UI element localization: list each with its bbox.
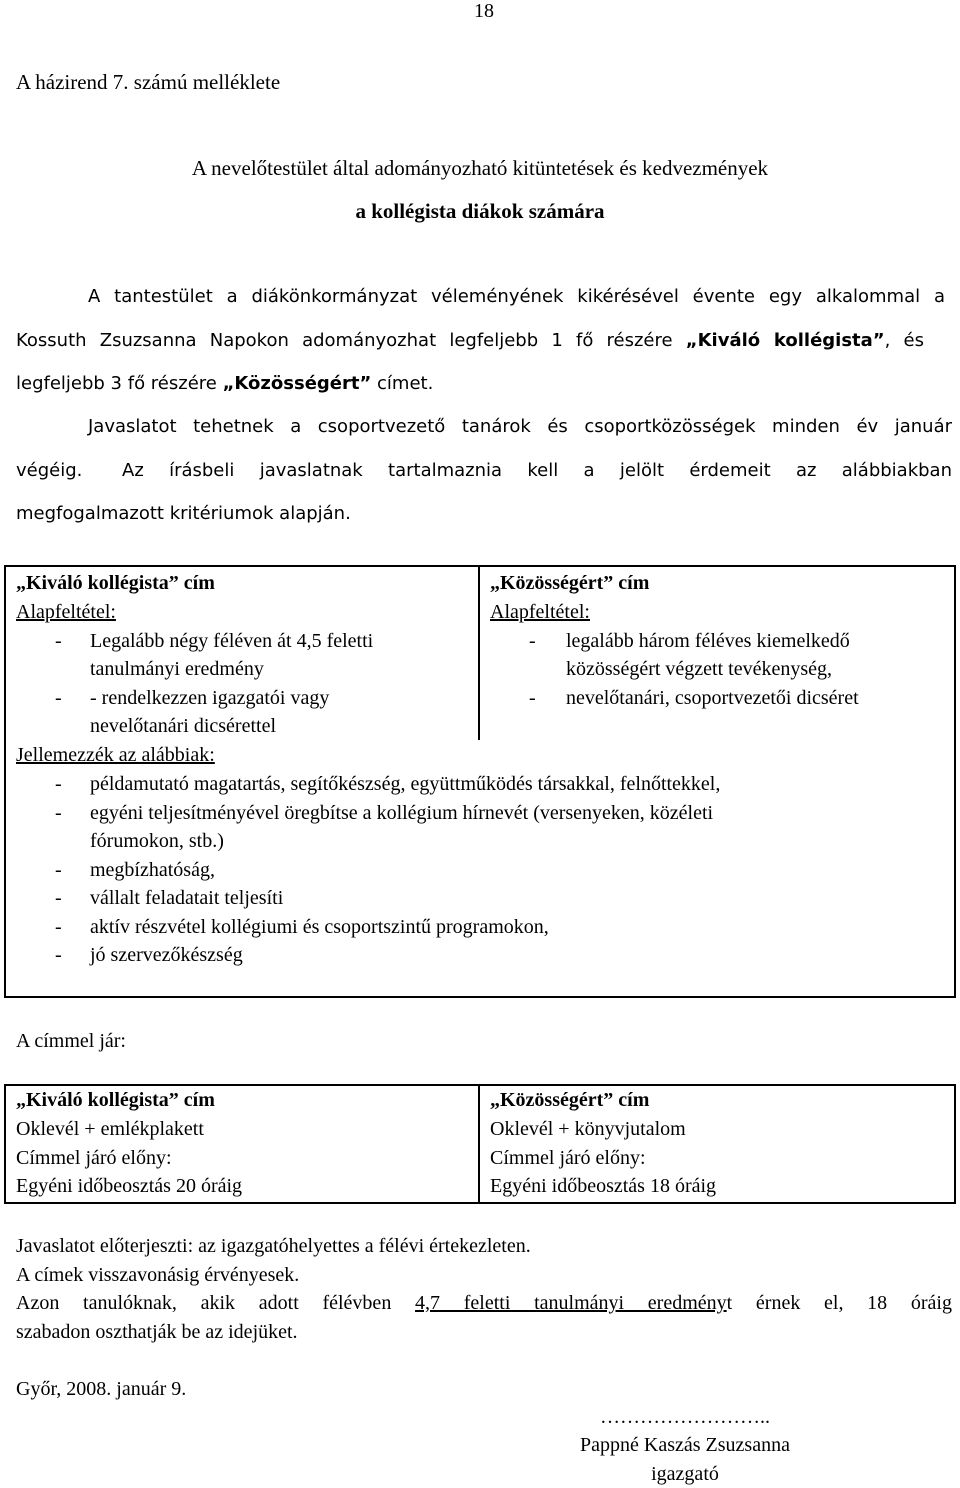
bullet-dash: - [55, 802, 62, 824]
intro-line-1: A tantestület a diákönkormányzat véleményének kikérésével évente egy alkalommal a [88, 286, 945, 307]
right-item-1-line-2: közösségért végzett tevékenység, [566, 658, 833, 680]
trait-2-cont: fórumokon, stb.) [90, 830, 224, 852]
criteria-left-prereq: Alapfeltétel: [16, 601, 116, 623]
rewards-divider [478, 1084, 480, 1204]
reward-left-benefit: Egyéni időbeosztás 20 óráig [16, 1175, 243, 1197]
trait-5: aktív részvétel kollégiumi és csoportszintű programokon, [90, 916, 549, 938]
reward-right-benefit-label: Címmel járó előny: [490, 1147, 646, 1169]
annex-title: A házirend 7. számú melléklete [16, 70, 281, 94]
signature-dots: …………………….. [600, 1406, 770, 1428]
bullet-dash: - [55, 887, 62, 909]
criteria-right-prereq: Alapfeltétel: [490, 601, 590, 623]
left-item-1-line-2: tanulmányi eredmény [90, 658, 264, 680]
signature-role: igazgató [651, 1463, 719, 1485]
trait-4: vállalt feladatait teljesíti [90, 887, 284, 909]
criteria-right-title: „Közösségért” cím [490, 572, 650, 594]
bullet-dash: - [55, 630, 62, 652]
trait-6: jó szervezőkészség [90, 944, 243, 966]
bullet-dash: - [55, 859, 62, 881]
intro-line-2: Kossuth Zsuzsanna Napokon adományozhat legfeljebb 1 fő részére „Kiváló kollégista”, és [16, 330, 925, 351]
reward-left-benefit-label: Címmel járó előny: [16, 1147, 172, 1169]
grade-requirement: 4,7 feletti tanulmányi eredmény [415, 1292, 727, 1314]
intro-line-6: megfogalmazott kritériumok alapján. [16, 503, 351, 524]
signature-name: Pappné Kaszás Zsuzsanna [580, 1434, 790, 1456]
closing-line-2: A címek visszavonásig érvényesek. [16, 1264, 300, 1286]
trait-1: példamutató magatartás, segítőkészség, együttműködés társakkal, felnőttekkel, [90, 773, 721, 795]
left-item-2-line-1: - rendelkezzen igazgatói vagy [90, 687, 330, 709]
sub-title: a kollégista diákok számára [355, 199, 605, 223]
reward-right-title: „Közösségért” cím [490, 1089, 650, 1111]
right-item-1-line-1: legalább három féléves kiemelkedő [566, 630, 850, 652]
bullet-dash: - [529, 630, 536, 652]
reward-left-title: „Kiváló kollégista” cím [16, 1089, 215, 1111]
left-item-2-line-2: nevelőtanári dicsérettel [90, 715, 277, 737]
closing-line-1: Javaslatot előterjeszti: az igazgatóhelyettes a félévi értekezleten. [16, 1235, 531, 1257]
intro-line-3: legfeljebb 3 fő részére „Közösségért” címet. [16, 373, 434, 394]
closing-line-3: Azon tanulóknak, akik adott félévben 4,7 feletti tanulmányi eredményt érnek el, 18 óráig [16, 1292, 952, 1314]
criteria-divider [478, 565, 480, 740]
left-item-1-line-1: Legalább négy féléven át 4,5 feletti [90, 630, 374, 652]
kozossegert-highlight: „Közösségért” [222, 373, 372, 394]
bullet-dash: - [529, 687, 536, 709]
intro-line-4: Javaslatot tehetnek a csoportvezető tanárok és csoportközösségek minden év január [88, 416, 952, 437]
trait-3: megbízhatóság, [90, 859, 215, 881]
trait-2: egyéni teljesítményével öregbítse a kollégium hírnevét (versenyeken, közéleti [90, 802, 714, 824]
rewards-label: A címmel jár: [16, 1030, 126, 1052]
closing-line-4: szabadon oszthatják be az idejüket. [16, 1321, 298, 1343]
right-item-2-line-1: nevelőtanári, csoportvezetői dicséret [566, 687, 859, 709]
reward-right-benefit: Egyéni időbeosztás 18 óráig [490, 1175, 717, 1197]
bullet-dash: - [55, 773, 62, 795]
bullet-dash: - [55, 944, 62, 966]
criteria-left-title: „Kiváló kollégista” cím [16, 572, 215, 594]
bullet-dash: - [55, 916, 62, 938]
reward-left-item: Oklevél + emlékplakett [16, 1118, 204, 1140]
signature-block [500, 1406, 870, 1486]
intro-line-5: végéig. Az írásbeli javaslatnak tartalmaznia kell a jelölt érdemeit az alábbiakban [16, 460, 952, 481]
traits-title: Jellemezzék az alábbiak: [16, 744, 215, 766]
main-title: A nevelőtestület által adományozható kitüntetések és kedvezmények [191, 156, 769, 180]
reward-right-item: Oklevél + könyvjutalom [490, 1118, 686, 1140]
bullet-dash: - [55, 687, 62, 709]
kivalo-kollegista-highlight: „Kiváló kollégista” [685, 330, 885, 351]
place-date: Győr, 2008. január 9. [16, 1378, 187, 1400]
page-number: 18 [474, 0, 494, 22]
